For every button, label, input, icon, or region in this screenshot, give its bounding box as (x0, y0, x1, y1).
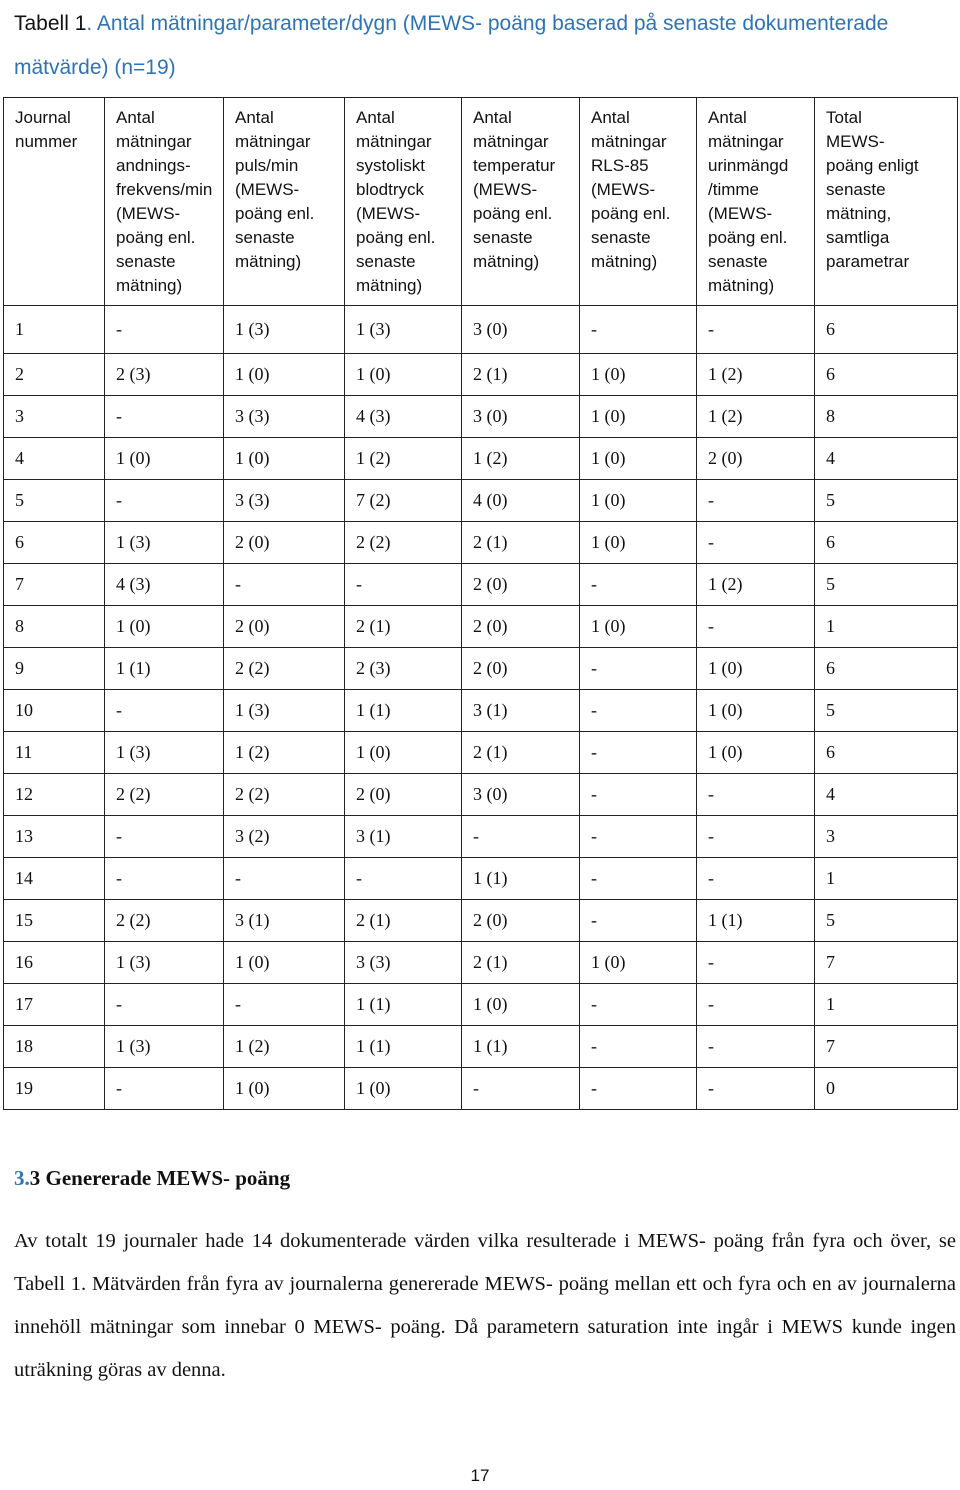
column-header: Antal mätningar urinmängd /timme (MEWS- poäng enl. senaste mätning) (697, 98, 815, 306)
table-cell: 1 (0) (580, 606, 697, 648)
table-cell: 1 (1) (462, 1026, 580, 1068)
table-row (4, 900, 958, 942)
table-cell: 1 (4, 306, 105, 354)
table-cell: - (580, 816, 697, 858)
table-cell: 2 (4, 354, 105, 396)
table-cell: 6 (4, 522, 105, 564)
table-row (4, 858, 958, 900)
table-row (4, 984, 958, 1026)
table-cell: 2 (1) (462, 942, 580, 984)
table-cell: 3 (3) (224, 396, 345, 438)
table-cell: 1 (3) (224, 306, 345, 354)
table-cell: 8 (815, 396, 958, 438)
table-cell: 1 (2) (224, 1026, 345, 1068)
table-cell: 2 (2) (105, 774, 224, 816)
table-cell: - (224, 564, 345, 606)
table-cell: 1 (2) (697, 396, 815, 438)
table-cell: - (697, 942, 815, 984)
table-cell: 1 (0) (580, 396, 697, 438)
table-cell: 11 (4, 732, 105, 774)
table-cell: - (580, 1068, 697, 1110)
table-cell: - (580, 1026, 697, 1068)
table-cell: 5 (815, 900, 958, 942)
column-header: Antal mätningar andnings- frekvens/min (MEWS- poäng enl. senaste mätning) (105, 98, 224, 306)
table-cell: - (580, 564, 697, 606)
table-cell: 4 (4, 438, 105, 480)
table-cell: 17 (4, 984, 105, 1026)
table-cell: 3 (0) (462, 774, 580, 816)
table-cell: 2 (0) (462, 564, 580, 606)
table-cell: 4 (815, 774, 958, 816)
table-cell: 1 (2) (345, 438, 462, 480)
table-cell: 2 (0) (462, 606, 580, 648)
table-cell: - (345, 858, 462, 900)
table-cell: 2 (3) (345, 648, 462, 690)
table-cell: 1 (0) (580, 480, 697, 522)
table-cell: 1 (0) (580, 942, 697, 984)
table-cell: 2 (1) (345, 900, 462, 942)
table-cell: - (105, 690, 224, 732)
table-cell: - (580, 306, 697, 354)
table-cell: 1 (0) (345, 732, 462, 774)
table-cell: - (580, 984, 697, 1026)
table-row (4, 648, 958, 690)
table-cell: 2 (2) (105, 900, 224, 942)
table-cell: 2 (2) (345, 522, 462, 564)
table-cell: 3 (0) (462, 306, 580, 354)
table-cell: 6 (815, 306, 958, 354)
table-cell: 2 (1) (345, 606, 462, 648)
table-cell: 15 (4, 900, 105, 942)
table-cell: - (105, 858, 224, 900)
table-cell: 10 (4, 690, 105, 732)
column-header: Antal mätningar systoliskt blodtryck (MEWS- poäng enl. senaste mätning) (345, 98, 462, 306)
table-cell: - (462, 1068, 580, 1110)
table-cell: 1 (1) (345, 1026, 462, 1068)
section-number: 3. (14, 1166, 30, 1190)
table-cell: 1 (0) (697, 648, 815, 690)
table-cell: 19 (4, 1068, 105, 1110)
table-cell: 1 (3) (105, 522, 224, 564)
table-header-row (4, 98, 958, 306)
table-cell: 2 (3) (105, 354, 224, 396)
table-cell: 1 (0) (697, 690, 815, 732)
table-cell: 1 (0) (580, 354, 697, 396)
table-cell: 6 (815, 522, 958, 564)
table-cell: 3 (3) (345, 942, 462, 984)
table-cell: 1 (1) (105, 648, 224, 690)
table-cell: 2 (1) (462, 354, 580, 396)
table-cell: 1 (0) (224, 438, 345, 480)
table-cell: 6 (815, 648, 958, 690)
caption-label: Tabell 1 (14, 12, 87, 35)
table-cell: 1 (0) (105, 438, 224, 480)
table-row (4, 306, 958, 354)
table-cell: 3 (1) (224, 900, 345, 942)
table-row (4, 396, 958, 438)
table-cell: 1 (3) (105, 732, 224, 774)
table-cell: 16 (4, 942, 105, 984)
table-row (4, 606, 958, 648)
table-cell: 13 (4, 816, 105, 858)
table-cell: 1 (0) (580, 522, 697, 564)
table-cell: 4 (0) (462, 480, 580, 522)
table-cell: 1 (1) (345, 690, 462, 732)
table-cell: 1 (2) (224, 732, 345, 774)
table-row (4, 438, 958, 480)
table-row (4, 522, 958, 564)
table-cell: - (697, 984, 815, 1026)
table-cell: 3 (2) (224, 816, 345, 858)
table-cell: 1 (815, 606, 958, 648)
table-row (4, 564, 958, 606)
table-cell: 9 (4, 648, 105, 690)
table-cell: 1 (815, 984, 958, 1026)
table-cell: - (697, 606, 815, 648)
table-cell: - (580, 648, 697, 690)
table-cell: - (580, 732, 697, 774)
table-cell: - (105, 396, 224, 438)
table-cell: 1 (3) (345, 306, 462, 354)
table-cell: 1 (3) (105, 942, 224, 984)
table-caption (14, 2, 954, 90)
table-cell: 1 (815, 858, 958, 900)
table-cell: - (105, 306, 224, 354)
table-cell: 5 (815, 480, 958, 522)
table-cell: 7 (815, 942, 958, 984)
mews-table (3, 97, 958, 1110)
table-cell: 1 (2) (462, 438, 580, 480)
table-row (4, 1026, 958, 1068)
table-cell: 1 (0) (697, 732, 815, 774)
table-cell: 1 (0) (345, 354, 462, 396)
table-cell: 4 (3) (105, 564, 224, 606)
column-header: Antal mätningar puls/min (MEWS- poäng enl. senaste mätning) (224, 98, 345, 306)
table-cell: 3 (3) (224, 480, 345, 522)
caption-text: . Antal mätningar/parameter/dygn (MEWS- poäng baserad på senaste dokumenterade mätvärde) (n=19) (14, 12, 889, 79)
table-cell: 1 (1) (462, 858, 580, 900)
table-cell: - (345, 564, 462, 606)
table-cell: - (697, 816, 815, 858)
column-header: Antal mätningar RLS-85 (MEWS- poäng enl. senaste mätning) (580, 98, 697, 306)
column-header: Antal mätningar temperatur (MEWS- poäng enl. senaste mätning) (462, 98, 580, 306)
table-cell: - (697, 480, 815, 522)
table-cell: 2 (0) (462, 900, 580, 942)
page-number: 17 (470, 1466, 490, 1485)
table-row (4, 1068, 958, 1110)
table-cell: 4 (815, 438, 958, 480)
table-cell: 2 (0) (697, 438, 815, 480)
table-cell: - (697, 1068, 815, 1110)
table-cell: 3 (815, 816, 958, 858)
table-cell: 1 (0) (224, 942, 345, 984)
table-cell: - (697, 306, 815, 354)
table-cell: 1 (2) (697, 564, 815, 606)
table-row (4, 690, 958, 732)
table-cell: - (697, 774, 815, 816)
table-cell: - (105, 480, 224, 522)
table-cell: 1 (0) (224, 354, 345, 396)
table-cell: - (697, 1026, 815, 1068)
table-cell: 1 (3) (224, 690, 345, 732)
table-cell: 8 (4, 606, 105, 648)
table-cell: - (580, 774, 697, 816)
table-cell: 1 (0) (105, 606, 224, 648)
table-cell: - (697, 522, 815, 564)
section-title-text: 3 Genererade MEWS- poäng (29, 1166, 291, 1190)
table-cell: - (105, 984, 224, 1026)
table-row (4, 774, 958, 816)
table-cell: 2 (0) (462, 648, 580, 690)
table-row (4, 354, 958, 396)
table-cell: 18 (4, 1026, 105, 1068)
table-cell: 1 (2) (697, 354, 815, 396)
section-heading (14, 1163, 290, 1193)
table-cell: 1 (1) (697, 900, 815, 942)
table-cell: 3 (0) (462, 396, 580, 438)
table-cell: 6 (815, 732, 958, 774)
table-cell: 2 (2) (224, 774, 345, 816)
table-cell: 2 (0) (224, 606, 345, 648)
table-cell: 3 (1) (345, 816, 462, 858)
table-cell: 3 (4, 396, 105, 438)
table-cell: - (105, 1068, 224, 1110)
table-cell: 2 (1) (462, 732, 580, 774)
table-row (4, 732, 958, 774)
table-row (4, 816, 958, 858)
table-cell: 2 (1) (462, 522, 580, 564)
table-cell: 1 (1) (345, 984, 462, 1026)
table-cell: 2 (2) (224, 648, 345, 690)
table-cell: 2 (0) (224, 522, 345, 564)
table-row (4, 480, 958, 522)
table-cell: - (580, 690, 697, 732)
table-cell: 5 (815, 690, 958, 732)
table-cell: 1 (0) (345, 1068, 462, 1110)
table-cell: 3 (1) (462, 690, 580, 732)
table-cell: 1 (0) (462, 984, 580, 1026)
table-cell: 14 (4, 858, 105, 900)
table-row (4, 942, 958, 984)
table-cell: - (580, 900, 697, 942)
table-cell: 4 (3) (345, 396, 462, 438)
table-cell: 1 (3) (105, 1026, 224, 1068)
column-header: Total MEWS- poäng enligt senaste mätning, samtliga parametrar (815, 98, 958, 306)
table-cell: 12 (4, 774, 105, 816)
table-cell: - (697, 858, 815, 900)
column-header: Journal nummer (4, 98, 105, 306)
table-cell: - (105, 816, 224, 858)
table-cell: 7 (815, 1026, 958, 1068)
table-cell: 1 (0) (580, 438, 697, 480)
table-cell: 6 (815, 354, 958, 396)
table-cell: 0 (815, 1068, 958, 1110)
table-cell: 5 (815, 564, 958, 606)
table-cell: 1 (0) (224, 1068, 345, 1110)
table-cell: - (224, 984, 345, 1026)
table-cell: 2 (0) (345, 774, 462, 816)
table-cell: - (462, 816, 580, 858)
table-cell: 7 (4, 564, 105, 606)
table-body (4, 306, 958, 1110)
table-cell: - (224, 858, 345, 900)
table-cell: 5 (4, 480, 105, 522)
body-paragraph: Av totalt 19 journaler hade 14 dokumenterade värden vilka resulterade i MEWS- poäng från fyra och över, se Tabell 1. Mätvärden från fyra av journalerna genererade MEWS- poäng mellan ett och fyra och en av journalerna innehöll mätningar som innebar 0 MEWS- poäng. Då parametern saturation inte ingår i MEWS kunde ingen uträkning göras av denna. (14, 1230, 956, 1381)
table-cell: - (580, 858, 697, 900)
table-cell: 7 (2) (345, 480, 462, 522)
